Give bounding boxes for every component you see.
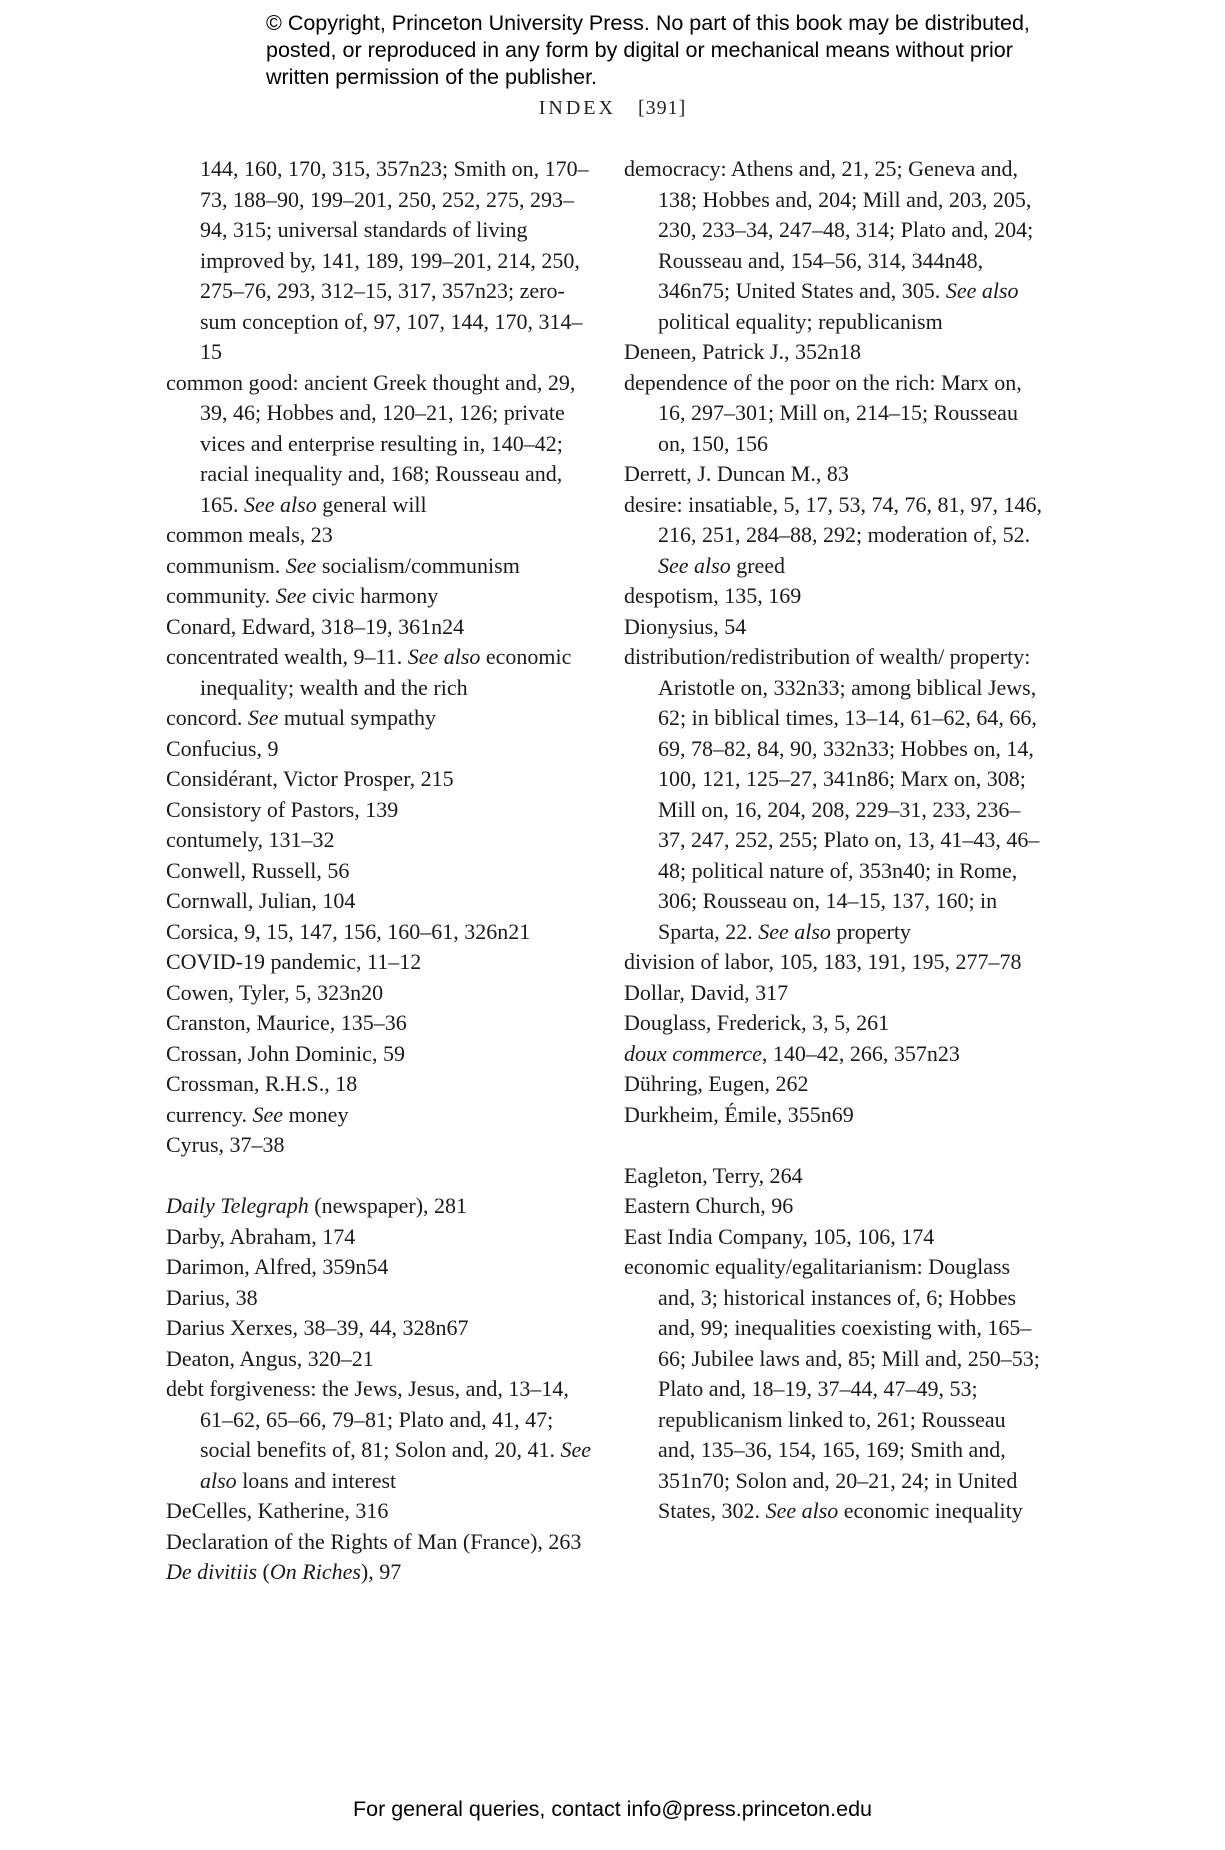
index-entry-italic: See	[247, 705, 279, 730]
index-entry-text: loans and interest	[236, 1467, 397, 1493]
index-entry-text: ), 97	[360, 1559, 402, 1584]
index-entry	[166, 795, 596, 826]
index-entry-text: distribution/redistribution of wealth/ property: Aristotle on, 332n33; among biblical Jews, 62; in biblical times, 13–14, 61–62, 64, 66, 69, 78–82, 84, 90, 332n33; Hobbes on, 14, 100, 121, 125–27, 341n86; Marx on, 308; Mill on, 16, 204, 208, 229–31, 233, 236–37, 247, 252, 255; Plato on, 13, 41–43, 46–48; political nature of, 353n40; in Rome, 306; Rousseau on, 14–15, 137, 160; in Sparta, 22.	[624, 644, 1040, 944]
index-entry-text: COVID-19 pandemic, 11–12	[166, 949, 422, 974]
letter-gap	[166, 1161, 596, 1192]
index-entry-italic: On Riches	[269, 1559, 361, 1584]
running-head-label: INDEX	[538, 97, 616, 119]
index-entry-text: Cyrus, 37–38	[166, 1132, 285, 1157]
index-entry	[166, 1527, 596, 1558]
index-entry-text: Eastern Church, 96	[624, 1193, 794, 1218]
index-entry-text: Considérant, Victor Prosper, 215	[166, 766, 454, 791]
index-entry-text: East India Company, 105, 106, 174	[624, 1223, 935, 1249]
index-entry-text: property	[830, 918, 911, 944]
index-entry-text: Cowen, Tyler, 5, 323n20	[166, 979, 384, 1005]
index-entry-italic: See also	[765, 1498, 839, 1523]
index-entry	[166, 520, 596, 551]
index-entry-text: DeCelles, Katherine, 316	[166, 1498, 389, 1523]
index-entry-text: mutual sympathy	[278, 705, 437, 730]
index-entry-text: , 140–42, 266, 357n23	[761, 1040, 960, 1066]
index-entry	[624, 1161, 1044, 1192]
index-entry-text: (newspaper), 281	[308, 1193, 468, 1218]
index-entry-text: common meals, 23	[166, 522, 333, 547]
index-column-right	[624, 154, 1044, 1527]
index-entry-italic: See also	[945, 278, 1019, 303]
index-entry	[166, 856, 596, 887]
index-entry	[624, 947, 1044, 978]
index-entry-italic: See also	[758, 918, 831, 944]
index-entry-text: Durkheim, Émile, 355n69	[624, 1101, 854, 1127]
index-entry	[624, 490, 1044, 582]
index-entry-text: Dollar, David, 317	[624, 979, 789, 1005]
index-entry	[166, 917, 596, 948]
index-entry-text: Consistory of Pastors, 139	[166, 796, 399, 822]
index-entry-text: (	[257, 1559, 270, 1584]
footer-contact: For general queries, contact info@press.princeton.edu	[352, 1797, 872, 1821]
index-entry-text: Conwell, Russell, 56	[166, 857, 350, 883]
index-entry	[166, 1069, 596, 1100]
index-entry-text: Crossman, R.H.S., 18	[166, 1071, 358, 1096]
index-entry	[624, 612, 1044, 643]
index-entry	[166, 1222, 596, 1253]
index-entry-text: Declaration of the Rights of Man (France), 263	[166, 1528, 582, 1554]
index-entry	[166, 1374, 596, 1496]
index-entry	[624, 459, 1044, 490]
index-entry-text: Cranston, Maurice, 135–36	[166, 1010, 407, 1035]
running-head	[0, 97, 1225, 120]
index-entry-text: debt forgiveness: the Jews, Jesus, and, 13–14, 61–62, 65–66, 79–81; Plato and, 41, 47; social benefits of, 81; Solon and, 20, 41.	[166, 1376, 569, 1462]
page-number: [391]	[637, 97, 687, 119]
index-entry	[166, 1130, 596, 1161]
index-entry-text: Cornwall, Julian, 104	[166, 888, 356, 913]
index-entry-text: concentrated wealth, 9–11.	[166, 644, 408, 669]
index-entry-text: Crossan, John Dominic, 59	[166, 1040, 405, 1066]
index-entry	[166, 1557, 596, 1588]
index-entry-text: Deneen, Patrick J., 352n18	[624, 339, 862, 364]
index-entry	[166, 1344, 596, 1375]
index-entry	[166, 1313, 596, 1344]
index-entry-italic: See also	[244, 491, 317, 517]
index-entry	[166, 642, 596, 703]
index-entry-text: democracy: Athens and, 21, 25; Geneva and, 138; Hobbes and, 204; Mill and, 203, 205, 230, 233–34, 247–48, 314; Plato and, 204; Rousseau and, 154–56, 314, 344n48, 346n75; United States and, 305.	[624, 156, 1034, 303]
index-entry	[624, 1039, 1044, 1070]
index-entry-italic: See	[285, 552, 317, 578]
index-entry-italic: See also	[407, 644, 481, 669]
index-entry	[166, 1100, 596, 1131]
index-entry-text: Derrett, J. Duncan M., 83	[624, 461, 849, 486]
index-entry	[624, 154, 1044, 337]
index-entry	[166, 1283, 596, 1314]
index-entry-italic: De divitiis	[166, 1559, 258, 1584]
index-entry-text: Deaton, Angus, 320–21	[166, 1345, 374, 1371]
index-entry	[166, 886, 596, 917]
index-entry	[624, 642, 1044, 947]
index-entry	[624, 1100, 1044, 1131]
index-entry-text: general will	[316, 491, 427, 517]
index-entry	[624, 1191, 1044, 1222]
index-entry-text: civic harmony	[306, 583, 439, 608]
index-entry-text: Darius, 38	[166, 1284, 258, 1310]
index-entry	[166, 1496, 596, 1527]
index-entry-text: community.	[166, 583, 276, 608]
index-entry	[166, 1008, 596, 1039]
index-entry	[166, 1039, 596, 1070]
index-entry	[166, 703, 596, 734]
index-entry-italic: See also	[658, 552, 731, 578]
index-entry-text: political equality; republicanism	[658, 308, 943, 334]
index-entry	[624, 978, 1044, 1009]
index-entry-text: currency.	[166, 1101, 253, 1127]
index-entry	[166, 734, 596, 765]
index-entry-text: Douglass, Frederick, 3, 5, 261	[624, 1010, 890, 1035]
index-entry-text: Conard, Edward, 318–19, 361n24	[166, 613, 465, 639]
index-column-left	[166, 154, 596, 1588]
index-entry	[624, 1222, 1044, 1253]
index-entry	[166, 1252, 596, 1283]
index-entry-text: money	[283, 1101, 349, 1127]
index-entry	[166, 978, 596, 1009]
index-entry-text: Darius Xerxes, 38–39, 44, 328n67	[166, 1315, 469, 1340]
index-entry-text: socialism/communism	[316, 552, 520, 578]
index-entry	[624, 1252, 1044, 1527]
index-entry	[624, 337, 1044, 368]
index-entry	[166, 825, 596, 856]
index-entry-text: Eagleton, Terry, 264	[624, 1162, 803, 1188]
index-entry-text: Darby, Abraham, 174	[166, 1223, 356, 1249]
index-entry-text: economic equality/egalitarianism: Douglass and, 3; historical instances of, 6; Hobbes and, 99; inequalities coexisting with, 165–66; Jubilee laws and, 85; Mill and, 250–53; Plato and, 18–19, 37–44, 47–49, 53; republicanism linked to, 261; Rousseau and, 135–36, 154, 165, 169; Smith and, 351n70; Solon and, 20–21, 24; in United States, 302.	[624, 1254, 1040, 1523]
index-entry-italic: doux commerce	[624, 1040, 762, 1066]
index-entry-text: despotism, 135, 169	[624, 583, 802, 608]
index-entry	[624, 1008, 1044, 1039]
index-entry-text: division of labor, 105, 183, 191, 195, 277–78	[624, 949, 1022, 974]
index-entry	[166, 368, 596, 521]
index-entry	[166, 551, 596, 582]
index-entry-italic: See also	[200, 1437, 592, 1493]
index-entry	[166, 154, 596, 368]
index-entry-text: desire: insatiable, 5, 17, 53, 74, 76, 81, 97, 146, 216, 251, 284–88, 292; moderation of, 52.	[624, 491, 1042, 547]
index-entry	[166, 1191, 596, 1222]
index-entry-italic: See	[275, 583, 307, 608]
index-entry-text: greed	[730, 552, 786, 578]
index-entry-text: contumely, 131–32	[166, 827, 335, 852]
index-entry	[624, 368, 1044, 460]
index-entry-text: Darimon, Alfred, 359n54	[166, 1254, 389, 1279]
index-entry-text: economic inequality; wealth and the rich	[200, 644, 572, 700]
index-entry-text: 144, 160, 170, 315, 357n23; Smith on, 170–73, 188–90, 199–201, 250, 252, 275, 293–94, 315; universal standards of living improved by, 141, 189, 199–201, 214, 250, 275–76, 293, 312–15, 317, 357n23; zero-sum conception of, 97, 107, 144, 170, 314–15	[200, 156, 589, 364]
index-entry-text: Corsica, 9, 15, 147, 156, 160–61, 326n21	[166, 918, 531, 944]
index-entry	[166, 947, 596, 978]
index-entry-text: common good: ancient Greek thought and, 29, 39, 46; Hobbes and, 120–21, 126; private vices and enterprise resulting in, 140–42; racial inequality and, 168; Rousseau and, 165.	[166, 369, 576, 517]
index-entry-italic: See	[252, 1101, 284, 1127]
index-entry	[624, 1069, 1044, 1100]
index-entry	[166, 612, 596, 643]
index-entry-text: Dionysius, 54	[624, 613, 747, 639]
index-entry	[166, 581, 596, 612]
index-entry	[624, 581, 1044, 612]
index-entry-text: communism.	[166, 552, 286, 578]
letter-gap	[624, 1130, 1044, 1161]
index-entry-text: dependence of the poor on the rich: Marx on, 16, 297–301; Mill on, 214–15; Rousseau on, 150, 156	[624, 369, 1022, 456]
copyright-notice: © Copyright, Princeton University Press. No part of this book may be distributed, posted, or reproduced in any form by digital or mechanical means without prior written permission of the publisher.	[266, 11, 1030, 89]
index-entry-text: concord.	[166, 705, 248, 730]
index-entry-text: Confucius, 9	[166, 735, 279, 761]
index-entry-text: Dühring, Eugen, 262	[624, 1071, 809, 1096]
index-entry-text: economic inequality	[838, 1498, 1023, 1523]
index-entry	[166, 764, 596, 795]
index-entry-italic: Daily Telegraph	[166, 1193, 309, 1218]
